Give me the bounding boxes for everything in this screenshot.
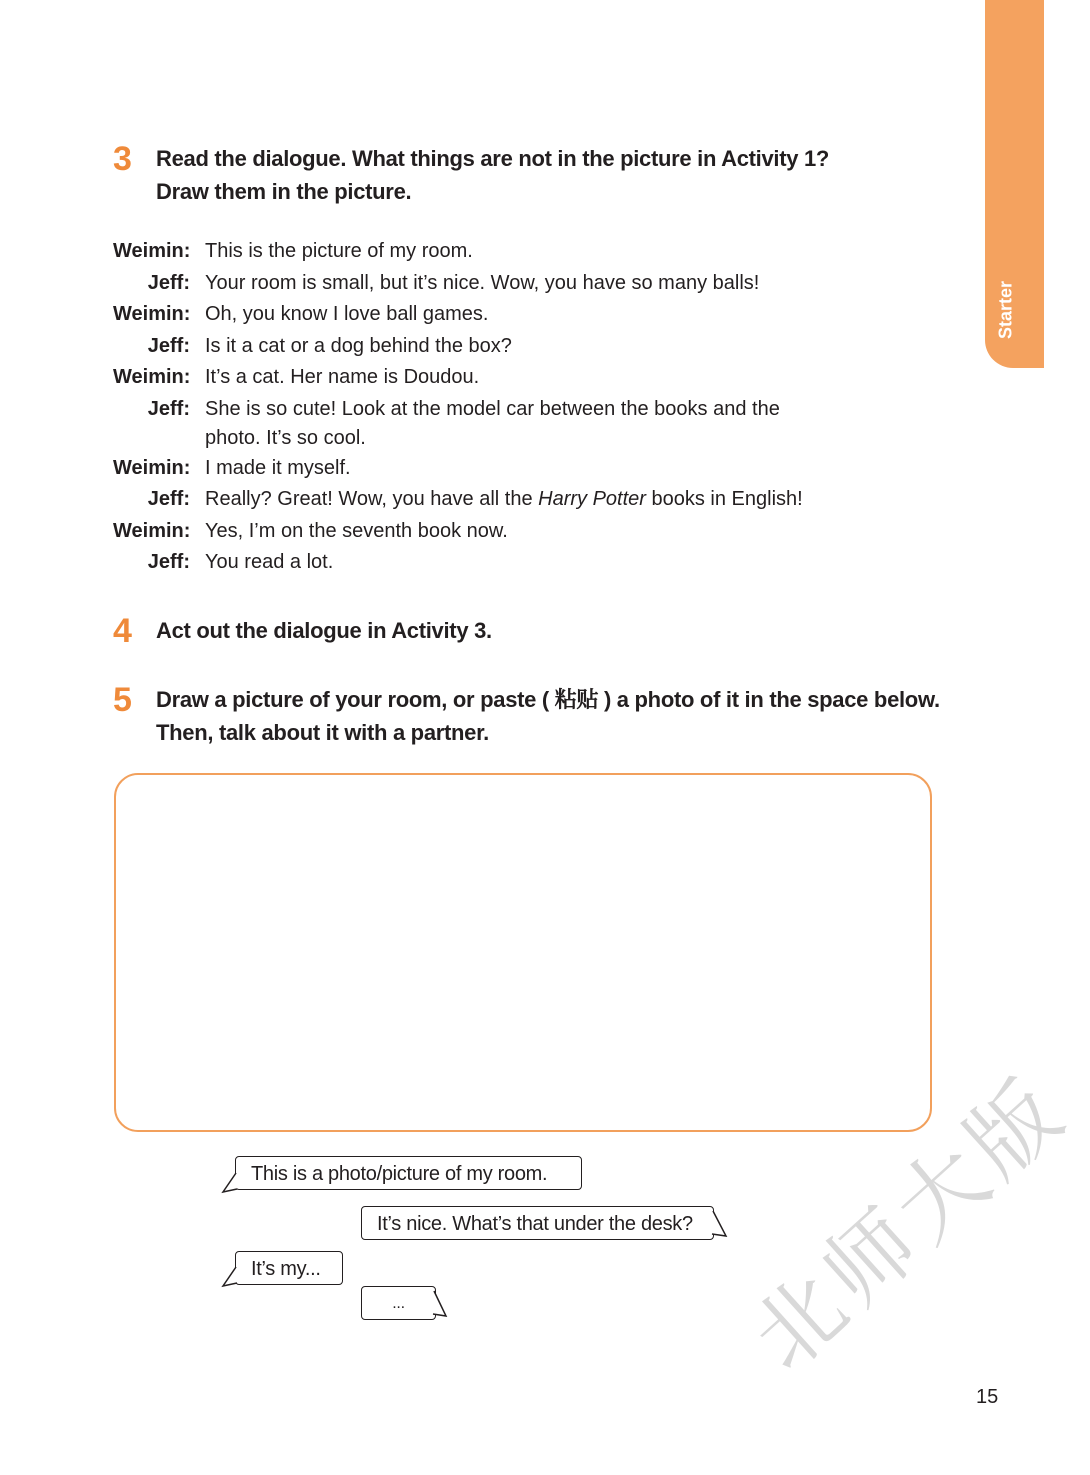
speech-text: This is the picture of my room. xyxy=(205,240,473,262)
speech-text: Is it a cat or a dog behind the box? xyxy=(205,334,512,357)
dialogue-line xyxy=(113,516,873,548)
drawing-area[interactable] xyxy=(114,773,932,1132)
book-title: Harry Potter xyxy=(538,488,646,510)
speech-text: Your room is small, but it’s nice. Wow, you have so many balls! xyxy=(205,271,760,294)
speaker-name: Weimin: xyxy=(113,519,191,542)
bubble-tail xyxy=(221,1266,241,1288)
speaker-name: Weimin: xyxy=(113,366,191,388)
speech-text: It’s a cat. Her name is Doudou. xyxy=(205,366,480,388)
dialogue-line xyxy=(113,268,873,300)
dialogue-line xyxy=(113,547,873,579)
dialogue-line xyxy=(113,331,873,363)
speaker-name: Jeff: xyxy=(147,397,190,420)
speaker-name: Jeff: xyxy=(147,334,190,357)
dialogue-line xyxy=(113,453,873,485)
speech-bubble: ... xyxy=(361,1286,436,1320)
dialogue-line xyxy=(113,299,873,331)
watermark: 北师大版 xyxy=(732,1056,1087,1390)
dialogue-line xyxy=(113,394,873,453)
speaker-name: Jeff: xyxy=(147,271,190,294)
dialogue-line xyxy=(113,362,873,394)
activity-instruction: Act out the dialogue in Activity 3. xyxy=(156,618,492,643)
speaker-name: Weimin: xyxy=(113,240,191,262)
speech-bubble: It’s my... xyxy=(235,1251,343,1285)
dialogue xyxy=(113,236,873,579)
activity-number: 4 xyxy=(113,612,132,650)
speaker-name: Weimin: xyxy=(113,303,191,325)
speaker-name: Weimin: xyxy=(113,456,191,479)
activity-number: 5 xyxy=(113,681,132,719)
chapter-tab-label: Starter xyxy=(995,280,1016,340)
speech-bubble: It’s nice. What’s that under the desk? xyxy=(361,1206,714,1240)
speech-text-part: books in English! xyxy=(645,488,803,510)
dialogue-line xyxy=(113,236,873,268)
speech-text-part: Really? Great! Wow, you have all the xyxy=(205,488,539,510)
bubble-tail xyxy=(221,1172,241,1194)
bubble-tail xyxy=(430,1290,452,1318)
speech-bubble: This is a photo/picture of my room. xyxy=(235,1156,582,1190)
bubble-tail xyxy=(708,1210,730,1238)
speech-text: Yes, I’m on the seventh book now. xyxy=(205,519,508,542)
activity-instruction: Draw a picture of your room, or paste ( 粘贴 ) a photo of it in the space below. Then, talk about it with a partner. xyxy=(156,687,940,745)
speech-text: You read a lot. xyxy=(205,551,334,573)
speaker-name: Jeff: xyxy=(147,551,190,573)
speech-text: Oh, you know I love ball games. xyxy=(205,303,489,325)
speech-text xyxy=(205,484,865,516)
activity-number: 3 xyxy=(113,140,132,178)
speech-text: She is so cute! Look at the model car between the books and the photo. It’s so cool. xyxy=(205,397,780,449)
speaker-name: Jeff: xyxy=(147,488,190,510)
activity-instruction: Read the dialogue. What things are not in the picture in Activity 1? Draw them in the picture. xyxy=(156,146,830,204)
page-number: 15 xyxy=(976,1386,999,1408)
dialogue-line xyxy=(113,484,873,516)
speech-text: I made it myself. xyxy=(205,456,351,479)
